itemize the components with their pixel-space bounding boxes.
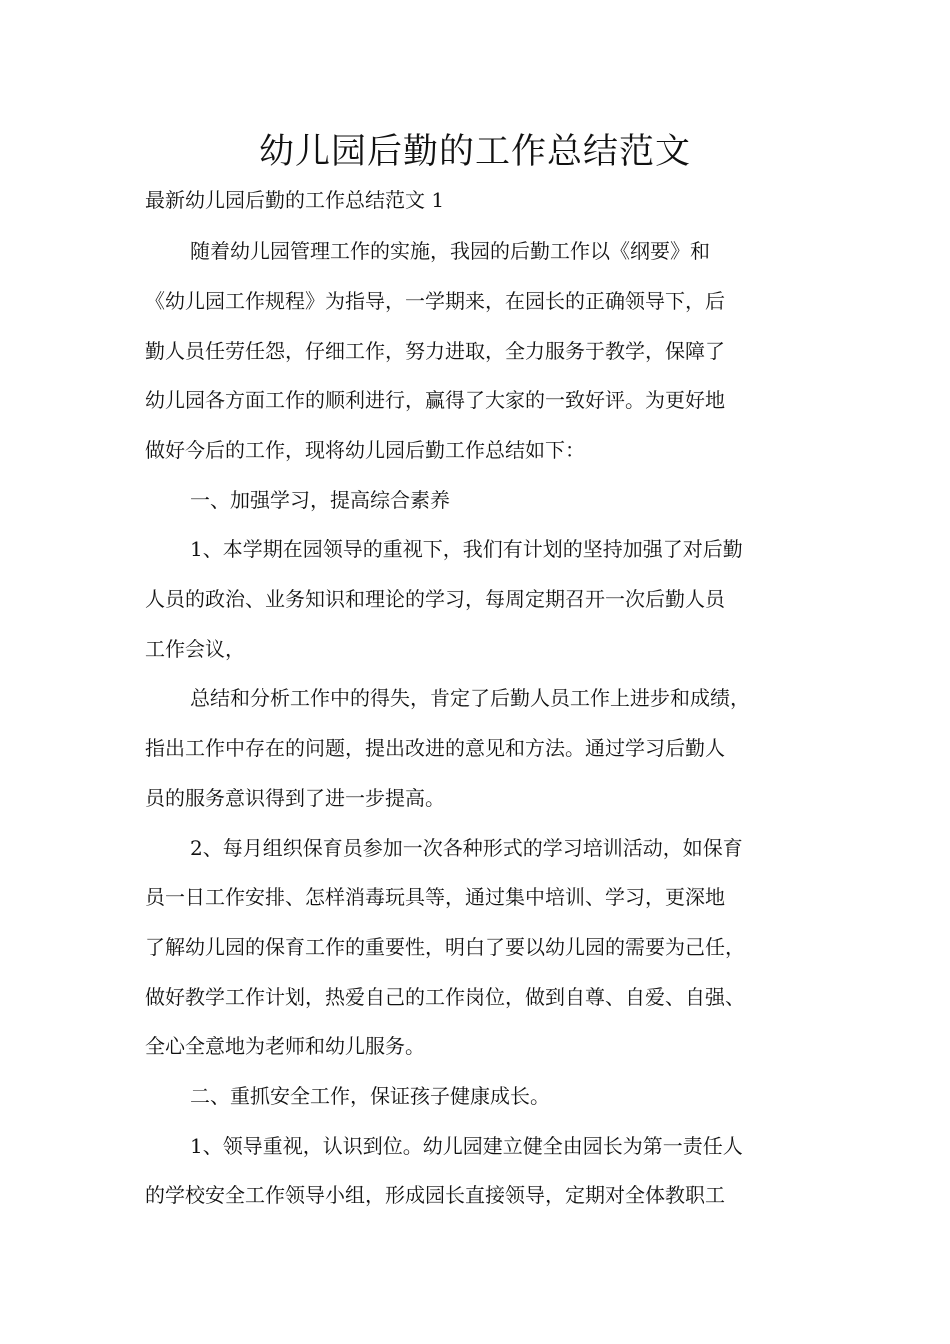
- section-heading: 一、加强学习，提高综合素养: [190, 488, 450, 512]
- document-title: 幼儿园后勤的工作总结范文: [258, 132, 691, 172]
- body-line: 的学校安全工作领导小组，形成园长直接领导，定期对全体教职工: [145, 1183, 725, 1207]
- section-heading: 二、重抓安全工作，保证孩子健康成长。: [190, 1084, 550, 1108]
- body-line: 幼儿园各方面工作的顺利进行，赢得了大家的一致好评。为更好地: [145, 388, 725, 412]
- body-line: 勤人员任劳任怨，仔细工作，努力进取，全力服务于教学，保障了: [145, 339, 725, 363]
- body-line: 员的服务意识得到了进一步提高。: [145, 786, 445, 810]
- body-line: 指出工作中存在的问题，提出改进的意见和方法。通过学习后勤人: [145, 736, 725, 760]
- body-line: 1、本学期在园领导的重视下，我们有计划的坚持加强了对后勤: [190, 537, 743, 561]
- body-line: 随着幼儿园管理工作的实施，我园的后勤工作以《纲要》和: [190, 239, 710, 263]
- document-subtitle: 最新幼儿园后勤的工作总结范文 1: [145, 188, 445, 212]
- body-line: 总结和分析工作中的得失，肯定了后勤人员工作上进步和成绩，: [190, 686, 750, 710]
- body-line: 做好今后的工作，现将幼儿园后勤工作总结如下：: [145, 438, 585, 462]
- body-line: 1、领导重视，认识到位。幼儿园建立健全由园长为第一责任人: [190, 1134, 743, 1158]
- body-line: 《幼儿园工作规程》为指导，一学期来，在园长的正确领导下，后: [145, 289, 725, 313]
- body-line: 全心全意地为老师和幼儿服务。: [145, 1034, 425, 1058]
- body-line: 工作会议，: [145, 637, 245, 661]
- body-line: 2、每月组织保育员参加一次各种形式的学习培训活动，如保育: [190, 836, 743, 860]
- body-line: 人员的政治、业务知识和理论的学习，每周定期召开一次后勤人员: [145, 587, 725, 611]
- body-line: 员一日工作安排、怎样消毒玩具等，通过集中培训、学习，更深地: [145, 885, 725, 909]
- body-line: 做好教学工作计划，热爱自己的工作岗位，做到自尊、自爱、自强、: [145, 985, 745, 1009]
- body-line: 了解幼儿园的保育工作的重要性，明白了要以幼儿园的需要为己任，: [145, 935, 745, 959]
